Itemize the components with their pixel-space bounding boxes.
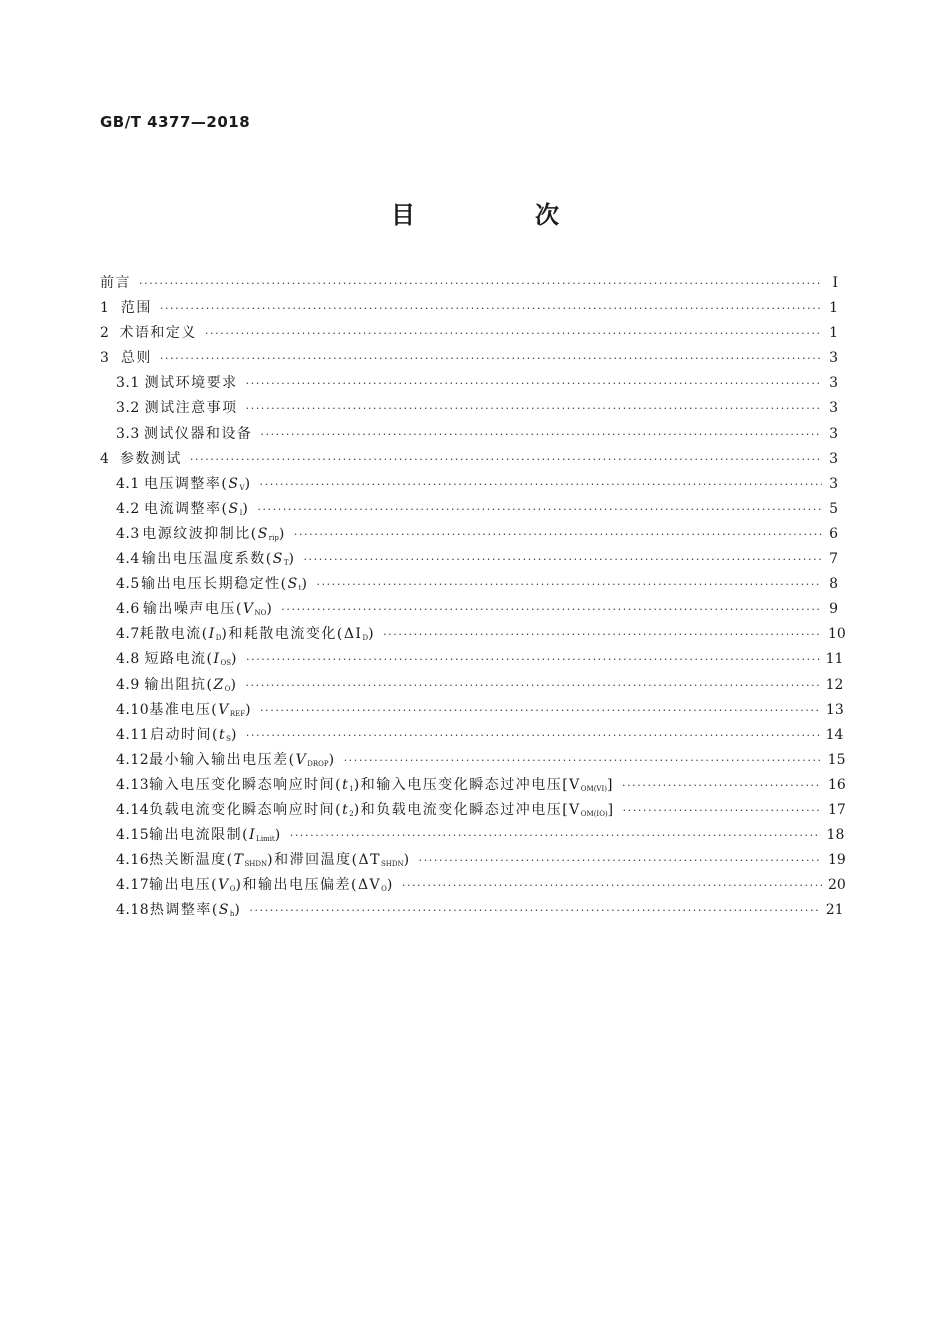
toc-entry-subscript: O — [229, 885, 236, 894]
toc-entry-page: 7 — [829, 551, 838, 568]
toc-entry-number: 4.8 — [116, 651, 140, 668]
toc-entry[interactable] — [100, 849, 846, 874]
toc-entry-subscript: D — [215, 634, 222, 643]
toc-entry-page: 15 — [827, 751, 846, 768]
toc-dot-leader — [139, 277, 822, 290]
toc-entry-subscript: t — [298, 584, 302, 593]
toc-entry-title: 输出电流限制$(I_{Limit})$ — [149, 827, 282, 844]
toc-entry-symbol: S — [228, 475, 240, 492]
toc-entry-symbol: V — [295, 751, 308, 768]
toc-entry-title: 测试环境要求 — [144, 375, 238, 392]
toc-entry-subscript: OM(VI) — [580, 784, 607, 793]
toc-entry-title: 热关断温度$(T_{SHDN})$和滞回温度$(\Delta T_{SHDN})$ — [149, 852, 411, 869]
toc-entry-page: 21 — [825, 902, 844, 919]
toc-entry-page: 19 — [828, 852, 846, 869]
toc-entry-title: 输出电压长期稳定性$(S_t)$ — [141, 576, 309, 593]
toc-entry[interactable] — [100, 899, 844, 924]
toc-entry-title: 前言 — [100, 275, 131, 291]
toc-entry-page: 10 — [828, 626, 846, 643]
toc-entry-title: 输出电压温度系数$(S_T)$ — [141, 551, 296, 568]
toc-entry-symbol: I — [208, 626, 216, 643]
toc-dot-leader — [246, 729, 820, 742]
toc-entry[interactable] — [100, 397, 838, 422]
toc-entry-subscript: O — [381, 885, 387, 894]
toc-dot-leader — [316, 578, 822, 591]
toc-entry-symbol: V — [218, 877, 230, 894]
toc-entry[interactable] — [100, 347, 838, 372]
toc-dot-leader — [623, 804, 822, 817]
toc-entry-title: 电源纹波抑制比$(S_{rip})$ — [142, 525, 286, 542]
toc-entry-number: 4.1 — [116, 475, 140, 492]
toc-entry-subscript: S — [226, 734, 231, 743]
toc-entry-number: 4.12 — [116, 751, 150, 768]
toc-dot-leader — [160, 352, 822, 365]
toc-entry-page: 20 — [828, 877, 846, 894]
toc-dot-leader — [246, 653, 820, 666]
toc-dot-leader — [246, 402, 822, 415]
toc-entry[interactable] — [100, 523, 838, 548]
toc-entry-page: 3 — [829, 375, 838, 392]
toc-entry-page: 17 — [828, 801, 846, 818]
toc-dot-leader — [260, 704, 820, 717]
toc-entry-subscript: V — [239, 483, 245, 492]
page-title: 目 次 — [391, 201, 607, 229]
toc-dot-leader — [246, 377, 822, 390]
toc-dot-leader — [257, 503, 822, 516]
toc-entry-page: 11 — [825, 651, 844, 668]
toc-entry-title: 电流调整率$(S_I)$ — [144, 500, 250, 517]
toc-entry-subscript: h — [229, 910, 235, 919]
toc-entry-symbol: Z — [213, 676, 225, 693]
toc-entry-symbol: T — [233, 852, 245, 869]
toc-entry-subscript: I — [239, 508, 243, 517]
toc-entry-title: 输入电压变化瞬态响应时间$(t_1)$和输入电压变化瞬态过冲电压$[V_{OM(VI)}]$ — [149, 776, 614, 793]
toc-entry[interactable] — [100, 799, 846, 824]
toc-dot-leader — [622, 779, 822, 792]
toc-entry-page: 12 — [825, 676, 844, 693]
toc-entry-number: 4.18 — [116, 902, 150, 919]
toc-entry-subscript: SHDN — [244, 860, 268, 869]
toc-entry-title: 参数测试 — [119, 450, 182, 467]
toc-entry-symbol: S — [272, 551, 284, 568]
toc-dot-leader — [419, 854, 822, 867]
toc-entry-page: 1 — [829, 300, 838, 317]
toc-entry-title: 耗散电流$(I_D)$和耗散电流变化$(\Delta I_D)$ — [139, 626, 376, 643]
toc-entry-title: 基准电压$(V_{REF})$ — [149, 701, 253, 718]
toc-entry-number: 4.17 — [116, 877, 150, 894]
toc-entry-page: 3 — [829, 425, 838, 442]
toc-entry-number: 3 — [100, 350, 110, 367]
toc-entry-symbol: I — [213, 651, 221, 668]
toc-entry-page: 8 — [829, 576, 838, 593]
toc-entry[interactable] — [100, 498, 838, 523]
toc-entry-subscript: T — [283, 559, 289, 568]
toc-entry-symbol: S — [228, 500, 240, 517]
toc-entry-title: 测试仪器和设备 — [143, 425, 253, 442]
toc-entry-title: 输出噪声电压$(V_{NO})$ — [142, 601, 274, 618]
toc-entry-title: 负载电流变化瞬态响应时间$(t_2)$和负载电流变化瞬态过冲电压$[V_{OM(IO)}]$ — [149, 801, 615, 818]
toc-entry-symbol: S — [218, 902, 230, 919]
toc-entry-subscript: DROP — [307, 759, 329, 768]
toc-entry-number: 4.10 — [116, 701, 150, 718]
table-of-contents — [100, 272, 846, 924]
toc-dot-leader — [383, 628, 822, 641]
toc-entry-page: Ⅰ — [832, 275, 838, 291]
toc-entry-number: 4.16 — [116, 852, 150, 869]
toc-entry[interactable] — [100, 749, 846, 774]
toc-entry-subscript: SHDN — [381, 860, 404, 869]
toc-entry[interactable] — [100, 573, 838, 598]
toc-entry-subscript: rip — [268, 533, 279, 542]
toc-dot-leader — [402, 879, 822, 892]
toc-entry-number: 4.14 — [116, 801, 150, 818]
toc-entry-title: 总则 — [120, 350, 152, 367]
toc-entry[interactable] — [100, 598, 838, 623]
toc-entry-subscript: Limit — [256, 835, 275, 844]
toc-entry[interactable] — [100, 699, 844, 724]
toc-dot-leader — [303, 553, 822, 566]
toc-entry-page: 3 — [829, 450, 838, 467]
toc-entry-number: 4.2 — [116, 500, 140, 517]
toc-entry-number: 1 — [100, 300, 110, 317]
toc-entry-number: 2 — [100, 325, 110, 342]
toc-entry-page: 13 — [825, 701, 844, 718]
toc-entry-subscript: REF — [229, 709, 246, 718]
toc-entry-page: 16 — [828, 776, 846, 793]
toc-entry-title: 输出阻抗$(Z_O)$ — [144, 676, 238, 693]
toc-dot-leader — [290, 829, 821, 842]
toc-entry-title: 范围 — [120, 300, 152, 317]
toc-entry-number: 4.4 — [116, 551, 140, 568]
toc-entry-subscript: 1 — [349, 784, 354, 793]
toc-entry-number: 4.5 — [116, 576, 140, 593]
toc-entry-number: 4.6 — [116, 601, 140, 618]
toc-entry-number: 3.3 — [116, 425, 140, 442]
toc-entry-page: 18 — [826, 827, 845, 844]
toc-entry-number: 4.3 — [116, 525, 140, 542]
toc-entry-subscript: NO — [254, 609, 267, 618]
toc-entry-page: 1 — [829, 325, 838, 342]
toc-entry[interactable] — [100, 874, 846, 899]
toc-entry-symbol: V — [242, 601, 255, 618]
toc-entry-title: 输出电压$(V_O)$和输出电压偏差$(\Delta V_O)$ — [149, 877, 394, 894]
toc-entry[interactable] — [100, 648, 844, 673]
toc-entry[interactable] — [100, 448, 838, 473]
toc-entry[interactable] — [100, 473, 838, 498]
toc-entry[interactable] — [100, 824, 845, 849]
toc-entry-number: 3.2 — [116, 400, 140, 417]
toc-dot-leader — [205, 327, 822, 340]
toc-entry-title: 短路电流$(I_{OS})$ — [144, 651, 238, 668]
toc-entry-symbol: S — [257, 525, 269, 542]
toc-dot-leader — [260, 428, 822, 441]
toc-entry-subscript: OM(IO) — [580, 809, 608, 818]
toc-dot-leader — [249, 904, 819, 917]
toc-entry[interactable] — [100, 272, 838, 297]
toc-entry[interactable] — [100, 423, 838, 448]
toc-entry-title: 电压调整率$(S_V)$ — [143, 475, 252, 492]
toc-entry-page: 3 — [829, 475, 838, 492]
toc-dot-leader — [190, 453, 822, 466]
toc-entry-title: 最小输入输出电压差$(V_{DROP})$ — [149, 751, 336, 768]
toc-entry-symbol: S — [287, 576, 299, 593]
toc-dot-leader — [260, 478, 822, 491]
toc-entry-page: 3 — [829, 350, 838, 367]
toc-entry-subscript: D — [362, 634, 369, 643]
toc-entry-title: 术语和定义 — [119, 325, 197, 342]
toc-dot-leader — [344, 754, 822, 767]
toc-dot-leader — [160, 302, 822, 315]
toc-dot-leader — [294, 528, 822, 541]
toc-entry-page: 5 — [829, 500, 838, 517]
toc-entry-symbol: t — [342, 801, 350, 818]
toc-entry-title: 热调整率$(S_h)$ — [149, 902, 242, 919]
toc-entry-number: 4.7 — [116, 626, 140, 643]
toc-entry-subscript: OS — [220, 659, 232, 668]
toc-dot-leader — [281, 603, 822, 616]
toc-entry[interactable] — [100, 297, 838, 322]
toc-entry-page: 14 — [825, 726, 844, 743]
toc-entry-number: 4 — [100, 450, 110, 467]
toc-entry-title: 测试注意事项 — [144, 400, 238, 417]
toc-entry-page: 3 — [829, 400, 838, 417]
standard-code: GB/T 4377—2018 — [100, 113, 251, 131]
toc-dot-leader — [245, 679, 819, 692]
toc-entry-symbol: t — [219, 726, 227, 743]
toc-entry-subscript: O — [224, 684, 231, 693]
toc-entry[interactable] — [100, 372, 838, 397]
toc-entry[interactable] — [100, 322, 838, 347]
toc-entry[interactable] — [100, 774, 846, 799]
toc-entry-number: 3.1 — [116, 375, 140, 392]
toc-entry-number: 4.15 — [116, 827, 150, 844]
toc-entry[interactable] — [100, 724, 844, 749]
toc-entry-page: 9 — [829, 601, 838, 618]
toc-entry-number: 4.9 — [116, 676, 140, 693]
toc-entry-symbol: t — [342, 776, 350, 793]
toc-entry[interactable] — [100, 674, 844, 699]
toc-entry[interactable] — [100, 548, 838, 573]
toc-entry-number: 4.13 — [116, 776, 150, 793]
toc-entry-number: 4.11 — [116, 726, 150, 743]
toc-entry[interactable] — [100, 623, 846, 648]
toc-entry-subscript: 2 — [349, 809, 354, 818]
toc-entry-title: 启动时间$(t_S)$ — [150, 726, 238, 743]
toc-entry-symbol: V — [218, 701, 230, 718]
toc-entry-symbol: I — [249, 827, 257, 844]
toc-entry-page: 6 — [829, 525, 838, 542]
